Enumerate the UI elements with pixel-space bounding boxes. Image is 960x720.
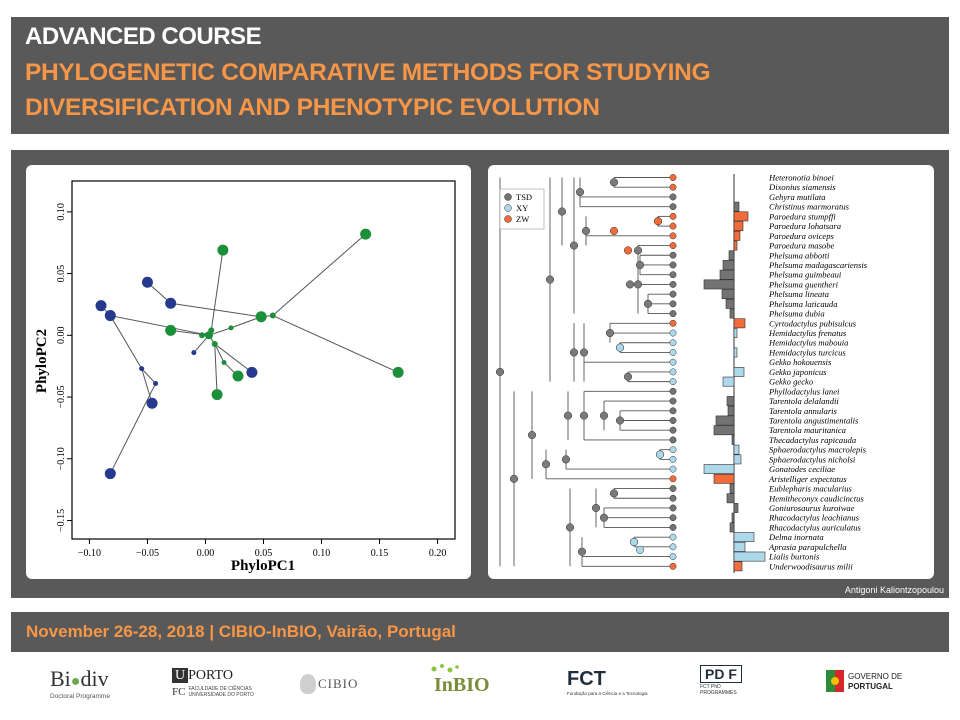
trait-bar xyxy=(734,445,739,454)
trait-bar xyxy=(734,231,740,240)
y-tick-label: 0.10 xyxy=(56,203,67,221)
trait-bar xyxy=(734,562,742,571)
partner-logos xyxy=(0,660,960,710)
trait-bar xyxy=(734,202,739,211)
species-label: Paroedura oviceps xyxy=(769,230,834,241)
node-state xyxy=(558,208,566,216)
tree-edge xyxy=(110,316,209,336)
tip-state xyxy=(670,359,676,365)
tree-node xyxy=(229,325,234,330)
node-state xyxy=(510,475,518,483)
tree-node xyxy=(199,332,205,338)
tip-state xyxy=(670,417,676,423)
phylomorphospace-plot xyxy=(26,165,471,579)
tip-state xyxy=(670,563,676,569)
species-label: Aprasia parapulchella xyxy=(769,541,847,552)
tip-state xyxy=(670,446,676,452)
tip-state xyxy=(670,378,676,384)
species-label: Phelsuma laticauda xyxy=(769,298,838,309)
y-tick-label: −0.10 xyxy=(56,447,67,471)
tip-states xyxy=(670,174,676,569)
tree-edges xyxy=(101,234,398,473)
course-title-line1: PHYLOGENETIC COMPARATIVE METHODS FOR STUDYING xyxy=(25,59,711,86)
species-label: Hemidactylus mabouia xyxy=(769,337,849,348)
trait-bar xyxy=(730,309,734,318)
node-state xyxy=(570,349,578,357)
species-label: Hemitheconyx caudicinctus xyxy=(769,493,864,504)
tree-node xyxy=(142,277,153,288)
species-label: Phelsuma lineata xyxy=(769,289,829,300)
uporto-logo[interactable]: U PORTO FC FACULDADE DE CIÊNCIAS UNIVERSIDADE DO PORTO xyxy=(172,668,254,698)
tree-node xyxy=(165,325,176,336)
node-state xyxy=(616,344,624,352)
species-label: Gekko gecko xyxy=(769,376,814,387)
species-label: Delma inornata xyxy=(769,532,824,543)
x-axis-label: PhyloPC1 xyxy=(230,558,296,574)
species-label: Paroedura masobe xyxy=(769,240,835,251)
node-state xyxy=(624,373,632,381)
course-title xyxy=(25,55,710,125)
node-state xyxy=(600,514,608,522)
tree-node xyxy=(246,367,257,378)
y-tick-label: −0.15 xyxy=(56,508,67,533)
trait-bar xyxy=(723,377,734,386)
species-label: Tarentola mauritanica xyxy=(769,425,846,436)
tip-state xyxy=(670,174,676,180)
phylomorphospace-card xyxy=(26,165,471,579)
node-state xyxy=(580,349,588,357)
tip-state xyxy=(670,485,676,491)
event-banner xyxy=(11,612,949,652)
species-label: Phyllodactylus lanei xyxy=(769,386,840,397)
tree-node xyxy=(105,468,116,479)
trait-bar xyxy=(720,270,734,279)
node-state xyxy=(610,179,618,187)
trait-bar xyxy=(723,260,734,269)
trait-bar xyxy=(734,212,748,221)
node-state xyxy=(634,247,642,255)
tip-state xyxy=(670,505,676,511)
species-label: Phelsuma abbotti xyxy=(769,250,830,261)
node-state xyxy=(582,227,590,235)
species-label: Cyrtodactylus pubisulcus xyxy=(769,318,857,329)
species-label: Hemidactylus turcicus xyxy=(769,347,846,358)
x-tick-label: 0.15 xyxy=(370,548,389,559)
species-label: Tarentola angustimentalis xyxy=(769,415,859,426)
tip-state xyxy=(670,272,676,278)
x-tick-label: 0.10 xyxy=(312,548,331,559)
trait-bar xyxy=(704,280,734,289)
legend-zw: ZW xyxy=(516,214,530,224)
species-label: Heteronotia binoei xyxy=(769,172,834,183)
x-tick-label: 0.05 xyxy=(254,548,273,559)
tree-edge xyxy=(215,344,224,363)
species-label: Aristelliger expectatus xyxy=(769,473,847,484)
species-label: Hemidactylus frenatus xyxy=(769,328,847,339)
tip-state xyxy=(670,437,676,443)
tip-state xyxy=(670,262,676,268)
header-banner xyxy=(11,17,949,134)
tree-node xyxy=(191,350,196,355)
image-credit: Antigoni Kaliontzopoulou xyxy=(844,585,944,595)
tree-edge xyxy=(171,303,262,317)
tree-edge xyxy=(273,234,366,315)
trait-bar xyxy=(734,348,737,357)
x-tick-label: −0.10 xyxy=(77,548,101,559)
tree-edge xyxy=(211,250,223,330)
species-label: Sphaerodactylus nicholsi xyxy=(769,454,856,465)
tree-node xyxy=(232,371,243,382)
node-state xyxy=(566,524,574,532)
node-state xyxy=(562,456,570,464)
tip-state xyxy=(670,476,676,482)
tip-state xyxy=(670,213,676,219)
species-label: Phelsuma madagascariensis xyxy=(769,259,868,270)
tree-edge xyxy=(215,344,252,372)
species-label: Gekko hokouensis xyxy=(769,357,832,368)
node-state xyxy=(570,242,578,250)
species-label: Eublepharis macularius xyxy=(769,483,852,494)
tree-node xyxy=(153,381,158,386)
tip-state xyxy=(670,281,676,287)
node-state xyxy=(496,368,504,376)
node-state xyxy=(634,281,642,289)
y-tick-label: −0.05 xyxy=(56,385,67,409)
node-state xyxy=(580,412,588,420)
node-state xyxy=(610,490,618,498)
species-label: Tarentola annularis xyxy=(769,405,837,416)
species-labels xyxy=(768,173,868,572)
node-state xyxy=(610,227,618,235)
node-state xyxy=(578,548,586,556)
trait-bar xyxy=(734,455,741,464)
node-state xyxy=(654,217,662,225)
trait-bar xyxy=(726,299,734,308)
node-state xyxy=(564,412,572,420)
species-label: Gonatodes ceciliae xyxy=(769,464,836,475)
tree-node xyxy=(393,367,404,378)
cibio-logo[interactable]: CIBIO xyxy=(300,660,380,710)
species-label: Rhacodactylus auriculatus xyxy=(769,522,861,533)
trait-bar xyxy=(714,474,734,483)
species-label: Gehyra mutilata xyxy=(769,191,826,202)
tree-node xyxy=(212,341,218,347)
trait-bar xyxy=(727,396,734,405)
tip-state xyxy=(670,242,676,248)
biodiv-logo[interactable]: Bi●div Doctoral Programme xyxy=(50,666,110,700)
tip-state xyxy=(670,223,676,229)
tip-state xyxy=(670,466,676,472)
species-label: Sphaerodactylus macrolepis xyxy=(769,444,866,455)
trait-bar xyxy=(732,435,734,444)
tip-state xyxy=(670,320,676,326)
tip-state xyxy=(670,349,676,355)
trait-bar xyxy=(727,494,734,503)
tip-state xyxy=(670,388,676,394)
species-label: Paroedura stumpffi xyxy=(769,211,836,222)
tip-state xyxy=(670,524,676,530)
x-tick-label: 0.00 xyxy=(196,548,215,559)
species-label: Christinus marmoratus xyxy=(769,201,849,212)
trait-bar xyxy=(730,523,734,532)
trait-bar xyxy=(734,367,744,376)
state-legend xyxy=(500,189,544,229)
tip-state xyxy=(670,515,676,521)
trait-bar xyxy=(722,290,734,299)
node-state xyxy=(624,247,632,255)
tree-node xyxy=(96,300,107,311)
tree-edge xyxy=(110,383,155,473)
trait-bar xyxy=(734,328,737,337)
legend-dot-xy xyxy=(505,205,512,212)
legend-tsd: TSD xyxy=(516,192,533,202)
tip-state xyxy=(670,369,676,375)
tree-node xyxy=(270,313,276,319)
node-state xyxy=(600,412,608,420)
species-label: Dixonius siamensis xyxy=(769,182,836,193)
tree-node xyxy=(165,298,176,309)
trait-bar xyxy=(734,552,765,561)
trait-bar xyxy=(732,513,734,522)
tip-state xyxy=(670,340,676,346)
species-label: Paroedura lohatsara xyxy=(769,221,842,232)
node-state xyxy=(576,188,584,196)
phylogeny-card xyxy=(488,165,934,579)
species-label: Phelsuma dubia xyxy=(769,308,825,319)
node-state xyxy=(626,281,634,289)
pdf-logo[interactable]: PD F FCT PhD PROGRAMMES xyxy=(700,660,760,710)
species-label: Phelsuma guentheri xyxy=(769,279,838,290)
species-label: Gekko japonicus xyxy=(769,366,827,377)
species-label: Tarentola delalandii xyxy=(769,396,839,407)
y-axis-ticks xyxy=(56,203,72,532)
phylogeny-plot xyxy=(488,165,934,579)
tip-state xyxy=(670,398,676,404)
tip-state xyxy=(670,534,676,540)
trait-bar xyxy=(734,241,737,250)
node-state xyxy=(636,546,644,554)
species-label: Goniurosaurus kuroiwae xyxy=(769,502,855,513)
tip-state xyxy=(670,544,676,550)
tree-node xyxy=(217,245,228,256)
y-axis-label: PhyloPC2 xyxy=(34,328,50,394)
trait-bar xyxy=(730,484,734,493)
species-label: Lialis burtonis xyxy=(769,551,820,562)
species-label: Underwoodisaurus milii xyxy=(769,561,853,572)
x-tick-label: 0.20 xyxy=(428,548,447,559)
tip-state xyxy=(670,330,676,336)
species-label: Thecadactylus rapicauda xyxy=(769,434,857,445)
trait-bars xyxy=(704,202,765,571)
tree-node xyxy=(222,360,227,365)
tip-state xyxy=(670,553,676,559)
tree-edge xyxy=(110,316,141,369)
tree-node xyxy=(256,311,267,322)
node-state xyxy=(630,538,638,546)
x-axis-ticks xyxy=(78,539,447,559)
y-tick-label: 0.00 xyxy=(56,326,67,345)
node-state xyxy=(606,329,614,337)
trait-bar xyxy=(714,426,734,435)
node-state xyxy=(542,460,550,468)
ancestral-state-nodes xyxy=(496,179,664,556)
tree-node xyxy=(208,327,214,333)
tip-state xyxy=(670,252,676,258)
course-label: ADVANCED COURSE xyxy=(25,23,262,50)
tip-state xyxy=(670,233,676,239)
governo-logo[interactable]: GOVERNO DE PORTUGAL xyxy=(826,660,916,710)
tree-edge xyxy=(215,344,217,395)
tree-node xyxy=(212,389,223,400)
trait-bar xyxy=(734,503,738,512)
trait-bar xyxy=(729,251,734,260)
tip-state xyxy=(670,427,676,433)
node-state xyxy=(546,276,554,284)
node-state xyxy=(636,261,644,269)
tree-node xyxy=(147,398,158,409)
tree-node xyxy=(360,229,371,240)
trait-bar xyxy=(734,533,754,542)
fct-logo[interactable]: FCT Fundação para a Ciência e a Tecnologia xyxy=(567,668,648,696)
legend-dot-tsd xyxy=(505,194,512,201)
tip-state xyxy=(670,203,676,209)
node-state xyxy=(528,431,536,439)
tree-edge xyxy=(273,316,398,373)
y-tick-label: 0.05 xyxy=(56,264,67,283)
phylogeny-tree xyxy=(500,178,673,567)
tip-state xyxy=(670,456,676,462)
trait-bar xyxy=(704,465,734,474)
legend-xy: XY xyxy=(516,203,529,213)
species-label: Rhacodactylus leachianus xyxy=(769,512,859,523)
tip-state xyxy=(670,310,676,316)
trait-bar xyxy=(728,406,734,415)
node-state xyxy=(616,417,624,425)
legend-dot-zw xyxy=(505,216,512,223)
tree-node xyxy=(105,310,116,321)
trait-bar xyxy=(734,222,743,231)
node-state xyxy=(644,300,652,308)
node-state xyxy=(592,504,600,512)
node-state xyxy=(656,451,664,459)
tip-state xyxy=(670,194,676,200)
tree-node xyxy=(139,366,144,371)
x-tick-label: −0.05 xyxy=(135,548,160,559)
event-details: November 26-28, 2018 | CIBIO-InBIO, Vairão, Portugal xyxy=(26,622,456,641)
plot-frame xyxy=(72,181,455,539)
course-title-line2: DIVERSIFICATION AND PHENOTYPIC EVOLUTION xyxy=(25,94,600,121)
tip-state xyxy=(670,408,676,414)
tip-state xyxy=(670,184,676,190)
tip-state xyxy=(670,495,676,501)
species-label: Phelsuma guimbeaui xyxy=(769,269,842,280)
inbio-logo[interactable]: InBIO xyxy=(430,660,510,710)
trait-bar xyxy=(734,319,745,328)
tip-state xyxy=(670,291,676,297)
trait-bar xyxy=(716,416,734,425)
trait-bar xyxy=(734,542,745,551)
tip-state xyxy=(670,301,676,307)
